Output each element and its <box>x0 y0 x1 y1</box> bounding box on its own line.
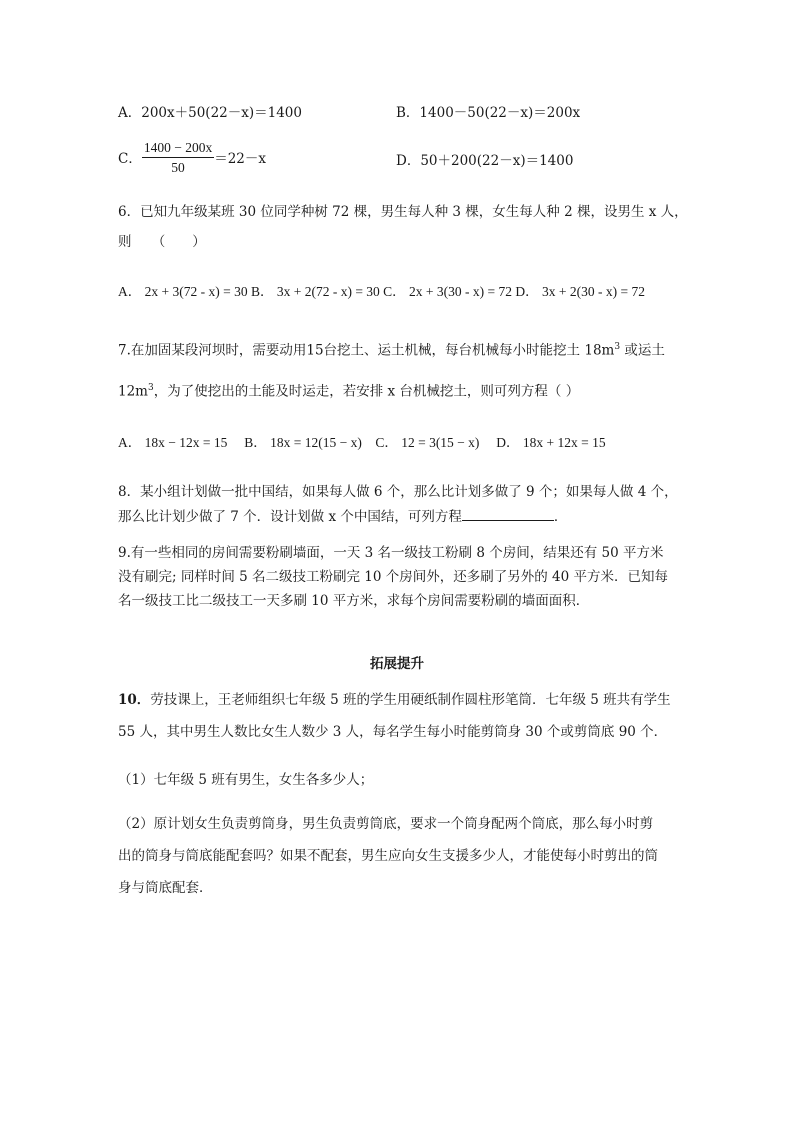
q9-stem-line2: 没有刷完; 同样时间 5 名二级技工粉刷完 10 个房间外，还多刷了另外的 40 平方米．已知每 <box>118 569 669 585</box>
q5-option-c-numerator: 1400 − 200x <box>142 139 214 158</box>
q7-line1-tail: 或运土 <box>620 342 665 359</box>
q10-number: 10． <box>118 692 151 708</box>
q9-stem-line1: 9.有一些相同的房间需要粉刷墙面，一天 3 名一级技工粉刷 8 个房间，结果还有 50 平方米 <box>118 545 664 561</box>
q8-stem-line1: 8．某小组计划做一批中国结，如果每人做 6 个，那么比计划多做了 9 个；如果每人做 4 个， <box>118 484 678 500</box>
q5-option-d: D．50＋200(22－x)＝1400 <box>396 153 574 169</box>
q8-line2-end: ． <box>553 509 568 525</box>
q9-stem-line3: 名一级技工比二级技工一天多刷 10 平方米，求每个房间需要粉刷的墙面面积． <box>118 593 590 609</box>
q7-stem-line2 <box>118 378 579 402</box>
q6-stem-line1: 6．已知九年级某班 30 位同学种树 72 棵，男生每人种 3 棵，女生每人种 2 棵，设男生 x 人， <box>118 204 688 220</box>
q7-options: A． 18x − 12x = 15 B． 18x = 12(15 − x) C． 12 = 3(15 − x) D． 18x + 12x = 15 <box>118 435 606 450</box>
q10-part1: （1）七年级 5 班有男生，女生各多少人； <box>118 772 374 788</box>
q5-option-a: A．200x＋50(22－x)＝1400 <box>118 105 302 121</box>
section-title: 拓展提升 <box>370 656 424 672</box>
q7-line2-text: 12m <box>118 383 148 400</box>
q8-stem-line2 <box>118 506 567 527</box>
q5-option-c-suffix: ＝22－x <box>214 151 267 167</box>
q6-stem-line2: 则 （ ） <box>118 234 206 250</box>
q10-stem-line2: 55 人，其中男生人数比女生人数少 3 人，每名学生每小时能剪筒身 30 个或剪筒底 90 个． <box>118 724 668 740</box>
q7-line2-tail: ，为了使挖出的土能及时运走，若安排 x 台机械挖土，则可列方程（ ） <box>153 383 580 400</box>
q8-line2-text: 那么比计划少做了 7 个．设计划做 x 个中国结，可列方程 <box>118 509 462 525</box>
q5-option-c-denominator: 50 <box>171 160 185 175</box>
q5-option-b: B．1400－50(22－x)＝200x <box>396 105 581 121</box>
q10-line1-text: 劳技课上，王老师组织七年级 5 班的学生用硬纸制作圆柱形笔筒．七年级 5 班共有学生 <box>150 692 671 708</box>
q5-option-c <box>118 140 266 179</box>
q7-line1-text: 7.在加固某段河坝时，需要动用15台挖土、运土机械，每台机械每小时能挖土 18m <box>118 342 615 359</box>
q8-answer-blank[interactable] <box>462 506 554 521</box>
q7-stem-line1 <box>118 337 665 361</box>
q10-part2-line1: （2）原计划女生负责剪筒身，男生负责剪筒底，要求一个筒身配两个筒底，那么每小时剪 <box>118 816 654 832</box>
q5-option-c-fraction <box>142 139 214 178</box>
q7-line1-superscript: 3 <box>614 342 621 352</box>
q7-line2-superscript: 3 <box>147 383 154 393</box>
q10-stem-line1 <box>118 690 671 710</box>
q10-part2-line2: 出的筒身与筒底能配套吗？如果不配套，男生应向女生支援多少人，才能使每小时剪出的筒 <box>118 848 658 864</box>
q5-option-c-prefix: C． <box>118 151 142 167</box>
q6-options: A． 2x + 3(72 - x) = 30 B． 3x + 2(72 - x) = 30 C． 2x + 3(30 - x) = 72 D． 3x + 2(30 - x) = 72 <box>118 284 645 299</box>
q10-part2-line3: 身与筒底配套． <box>118 880 213 896</box>
